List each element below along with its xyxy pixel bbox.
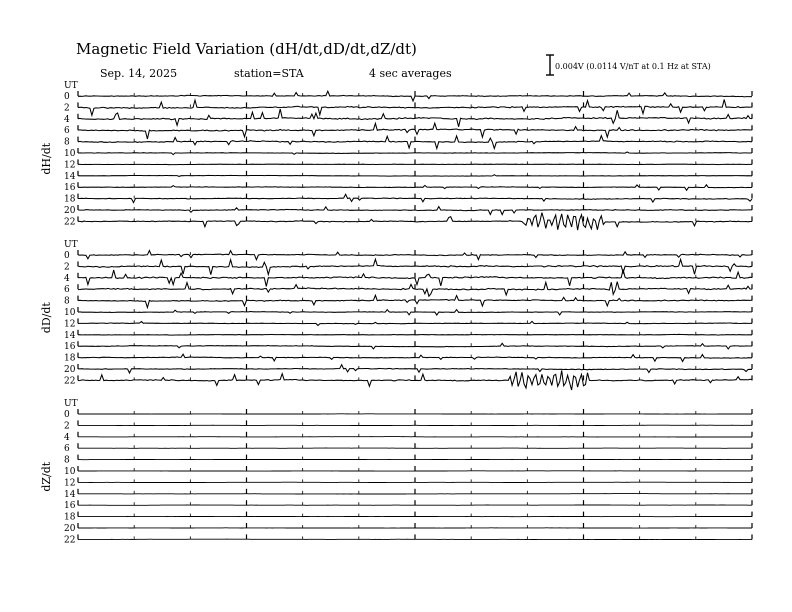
row-label: 6: [64, 444, 70, 455]
row-label: 16: [64, 501, 76, 512]
row-label: 2: [64, 103, 70, 114]
row-label: 2: [64, 421, 70, 432]
row-label: 0: [64, 251, 70, 261]
panel-ylabel: dH/dt: [40, 142, 53, 175]
row-label: 8: [64, 296, 70, 307]
ut-label: UT: [64, 399, 78, 409]
row-label: 0: [64, 410, 70, 420]
row-label: 18: [64, 512, 76, 523]
row-label: 10: [64, 467, 76, 477]
row-label: 14: [64, 171, 76, 182]
figure-title: Magnetic Field Variation (dH/dt,dD/dt,dZ/dt): [76, 40, 417, 58]
scale-bar: [546, 55, 554, 75]
row-label: 8: [64, 455, 70, 466]
panel-ylabel: dD/dt: [40, 302, 53, 334]
row-label: 6: [64, 285, 70, 296]
row-label: 2: [64, 262, 70, 273]
row-label: 16: [64, 183, 76, 194]
row-label: 22: [64, 217, 76, 228]
row-label: 20: [64, 365, 76, 375]
row-label: 14: [64, 489, 76, 500]
row-label: 4: [64, 273, 70, 284]
panels-group: [40, 81, 752, 545]
row-label: 22: [64, 535, 76, 546]
panel-1: [40, 81, 752, 230]
row-label: 10: [64, 308, 76, 318]
row-label: 8: [64, 137, 70, 148]
date-label: Sep. 14, 2025: [100, 67, 178, 80]
panel-2: [40, 240, 752, 390]
row-label: 4: [64, 114, 70, 125]
panel-3: [40, 399, 752, 545]
scale-note: 0.004V (0.0114 V/nT at 0.1 Hz at STA): [555, 62, 711, 71]
averaging-label: 4 sec averages: [369, 67, 452, 80]
row-label: 12: [64, 160, 76, 171]
row-label: 20: [64, 206, 76, 216]
row-label: 12: [64, 478, 76, 489]
row-label: 22: [64, 376, 76, 387]
ut-label: UT: [64, 240, 78, 250]
row-label: 4: [64, 432, 70, 443]
row-label: 6: [64, 126, 70, 137]
panel-ylabel: dZ/dt: [40, 461, 53, 492]
row-label: 20: [64, 524, 76, 534]
row-label: 18: [64, 194, 76, 205]
row-label: 14: [64, 330, 76, 341]
row-label: 12: [64, 319, 76, 330]
row-label: 16: [64, 342, 76, 353]
trace-dD-dt-4: [78, 270, 752, 287]
ut-label: UT: [64, 81, 78, 91]
station-label: station=STA: [234, 67, 304, 80]
row-label: 0: [64, 92, 70, 102]
row-label: 10: [64, 149, 76, 159]
row-label: 18: [64, 353, 76, 364]
